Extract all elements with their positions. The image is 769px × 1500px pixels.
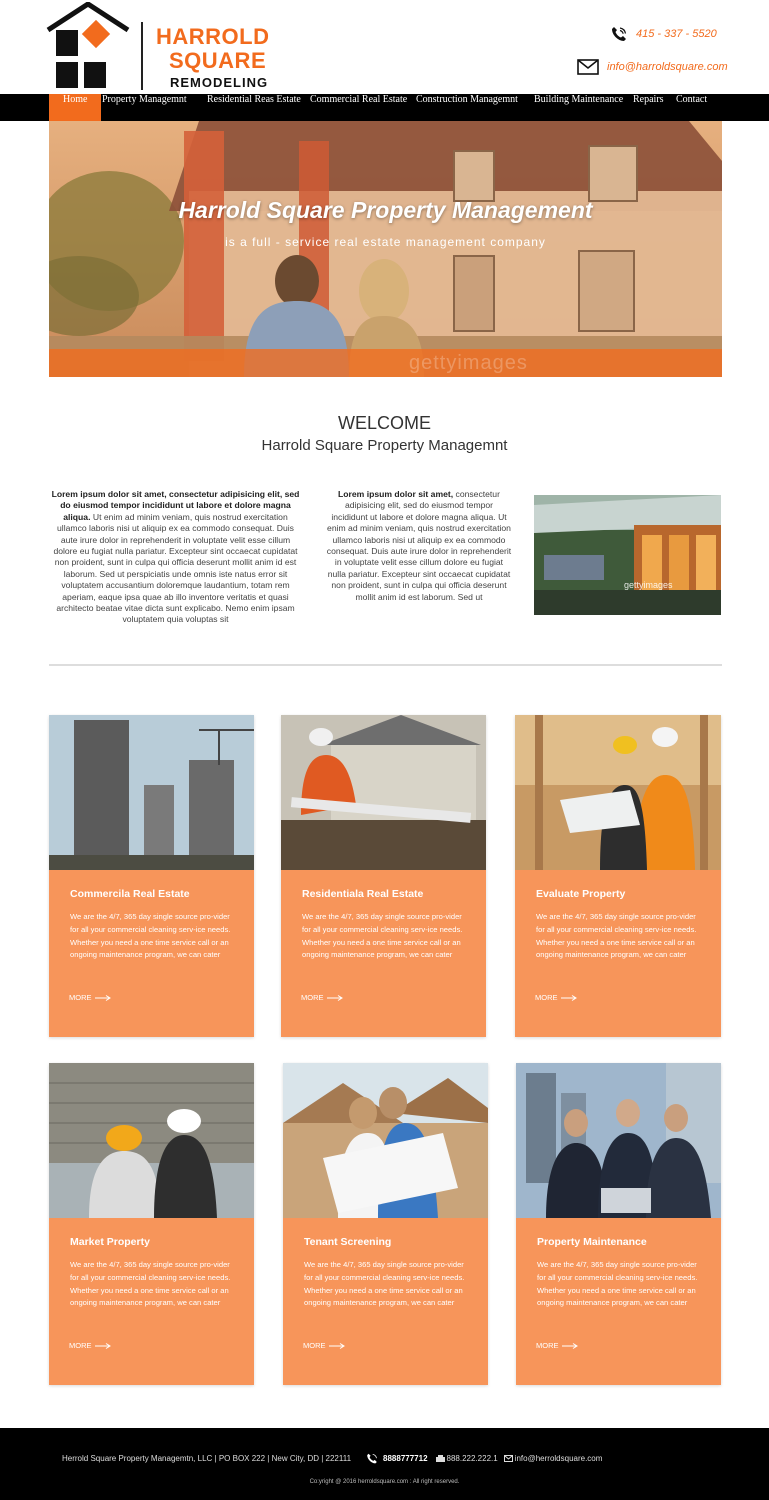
more-label: MORE xyxy=(303,1341,326,1350)
site-engineers-photo xyxy=(49,1063,254,1218)
nav-contact[interactable]: Contact xyxy=(676,94,708,105)
card-more-link[interactable] xyxy=(301,993,343,1002)
card-image xyxy=(283,1063,488,1218)
service-card-evaluate xyxy=(515,715,721,1037)
nav-building-maintenance[interactable]: Building Maintenance xyxy=(534,94,624,105)
welcome-image-watermark: gettyimages xyxy=(624,580,673,590)
card-description: We are the 4/7, 365 day single source pro-vider for all your commercial cleaning serv-ice needs. Whether you need a one time service call or an ongoing maintenance program, we can cater xyxy=(70,912,231,960)
card-title: Commercila Real Estate xyxy=(70,888,190,900)
hero-title: Harrold Square Property Management xyxy=(178,197,593,223)
blueprint-review-photo xyxy=(515,715,721,870)
more-label: MORE xyxy=(536,1341,559,1350)
card-image xyxy=(49,715,254,870)
construction-tower-photo xyxy=(49,715,254,870)
service-card-market xyxy=(49,1063,254,1385)
arrow-right-icon xyxy=(329,1343,345,1349)
card-description: We are the 4/7, 365 day single source pro-vider for all your commercial cleaning serv-ice needs. Whether you need a one time service call or an ongoing maintenance program, we can cater xyxy=(70,1260,231,1308)
site-footer xyxy=(0,1428,769,1500)
service-card-commercial xyxy=(49,715,254,1037)
site-header xyxy=(0,0,769,94)
card-description: We are the 4/7, 365 day single source pro-vider for all your commercial cleaning serv-ice needs. Whether you need a one time service call or an ongoing maintenance program, we can cater xyxy=(536,912,697,960)
hero-watermark: gettyimages xyxy=(409,352,528,374)
nav-home[interactable]: Home xyxy=(49,94,101,121)
footer-email[interactable]: info@herroldsquare.com xyxy=(514,1454,603,1463)
header-phone-text: 415 - 337 - 5520 xyxy=(636,28,717,40)
card-image xyxy=(516,1063,721,1218)
footer-copyright: Co:yright @ 2016 herroldsquare.com : All right reserved. xyxy=(309,1479,460,1485)
card-title: Evaluate Property xyxy=(536,888,626,900)
welcome-text-col2 xyxy=(326,489,512,603)
more-label: MORE xyxy=(535,993,558,1002)
card-title: Tenant Screening xyxy=(304,1236,392,1248)
more-label: MORE xyxy=(69,1341,92,1350)
phone-icon xyxy=(610,26,628,42)
brand-line1: HARROLD xyxy=(156,24,270,49)
card-title: Market Property xyxy=(70,1236,150,1248)
card-description: We are the 4/7, 365 day single source pro-vider for all your commercial cleaning serv-ice needs. Whether you need a one time service call or an ongoing maintenance program, we can cater xyxy=(304,1260,465,1308)
arrow-right-icon xyxy=(327,995,343,1001)
brand-line2: SQUARE xyxy=(169,48,267,73)
service-card-residential xyxy=(281,715,486,1037)
business-meeting-photo xyxy=(516,1063,721,1218)
col1-bold: Lorem ipsum dolor sit amet, consectetur adipisicing elit, sed do eiusmod tempor incididunt ut labore et dolore magna aliqua. xyxy=(51,489,300,522)
col2-text: consectetur adipisicing elit, sed do eiusmod tempor incididunt ut labore et dolore magna aliqua. Ut enim ad minim veniam, quis nostrud exercitation ullamco laboris nisi ut aliquip ex ea commodo consequat. Duis aute irure dolor in reprehenderit in voluptate velit esse cillum dolore eu fugiat nulla pariatur. Excepteur sint occaecat cupidatat non proident, sunt in culpa qui officia deserunt mollit anim id est laborum. Sed ut xyxy=(326,489,512,602)
arrow-right-icon xyxy=(95,1343,111,1349)
section-divider xyxy=(49,664,722,666)
nav-residential-real-estate[interactable]: Residential Reas Estate xyxy=(207,94,301,105)
modern-house-photo xyxy=(534,495,721,615)
card-description: We are the 4/7, 365 day single source pro-vider for all your commercial cleaning serv-ice needs. Whether you need a one time service call or an ongoing maintenance program, we can cater xyxy=(302,912,463,960)
welcome-house-image xyxy=(534,495,721,615)
col1-text: Ut enim ad minim veniam, quis nostrud exercitation ullamco laboris nisi ut aliquip ex ea commodo consequat. Duis aute irure dolor in reprehenderit in voluptate velit esse cillum dolore eu fugiat nulla pariatur. Excepteur sint occaecat cupidatat non proident, sunt in culpa qui officia deserunt mollit anim id est laborum. Sed ut perspiciatis unde omnis iste natus error sit voluptatem accusantium doloremque laudantium, totam rem aperiam, eaque ipsa quae ab illo inventore veritatis et quasi architecto beatae vitae dicta sunt explicabo. Nemo enim ipsam voluptatem quia voluptas sit xyxy=(53,511,298,625)
card-more-link[interactable] xyxy=(69,1341,111,1350)
mail-icon xyxy=(504,1455,513,1462)
more-label: MORE xyxy=(301,993,324,1002)
col2-bold: Lorem ipsum dolor sit amet, xyxy=(338,489,454,499)
header-email-text: info@harroldsquare.com xyxy=(607,61,728,73)
mail-icon xyxy=(577,59,599,75)
header-email[interactable] xyxy=(577,59,728,75)
main-nav xyxy=(0,94,769,121)
nav-repairs[interactable]: Repairs xyxy=(633,94,664,105)
footer-contact-line xyxy=(62,1453,602,1464)
footer-address: Herrold Square Property Managemtn, LLC | PO BOX 222 | New City, DD | 222111 xyxy=(62,1454,352,1463)
card-more-link[interactable] xyxy=(303,1341,345,1350)
logo-divider xyxy=(141,22,143,90)
footer-phone[interactable]: 8888777712 xyxy=(383,1454,428,1463)
hero-orange-band xyxy=(49,349,722,377)
house-logo-icon xyxy=(44,2,132,92)
fax-icon xyxy=(436,1455,445,1463)
footer-fax[interactable]: 888.222.222.1 xyxy=(446,1454,498,1463)
nav-property-management[interactable]: Property Managemnt xyxy=(102,94,187,105)
hero-banner xyxy=(49,121,722,377)
welcome-text-col1 xyxy=(49,489,302,626)
nav-construction-management[interactable]: Construction Managemnt xyxy=(416,94,518,105)
nav-commercial-real-estate[interactable]: Commercial Real Estate xyxy=(310,94,408,105)
arrow-right-icon xyxy=(95,995,111,1001)
welcome-subtitle: Harrold Square Property Managemnt xyxy=(261,437,508,454)
more-label: MORE xyxy=(69,993,92,1002)
header-phone[interactable] xyxy=(610,26,717,42)
arrow-right-icon xyxy=(561,995,577,1001)
hero-photo xyxy=(49,121,722,377)
brand-line3: REMODELING xyxy=(170,75,269,90)
welcome-title: WELCOME xyxy=(337,413,431,433)
couple-plans-photo xyxy=(283,1063,488,1218)
brand-logo[interactable] xyxy=(44,2,314,92)
card-title: Residentiala Real Estate xyxy=(302,888,424,900)
arrow-right-icon xyxy=(562,1343,578,1349)
card-image xyxy=(515,715,721,870)
service-card-maintenance xyxy=(516,1063,721,1385)
card-more-link[interactable] xyxy=(69,993,111,1002)
card-image xyxy=(281,715,486,870)
card-more-link[interactable] xyxy=(535,993,577,1002)
card-image xyxy=(49,1063,254,1218)
hero-subtitle: is a full - service real estate management company xyxy=(225,235,546,249)
card-more-link[interactable] xyxy=(536,1341,578,1350)
card-title: Property Maintenance xyxy=(537,1236,647,1248)
phone-icon xyxy=(365,1453,379,1464)
card-description: We are the 4/7, 365 day single source pro-vider for all your commercial cleaning serv-ice needs. Whether you need a one time service call or an ongoing maintenance program, we can cater xyxy=(537,1260,698,1308)
builder-photo xyxy=(281,715,486,870)
service-card-tenant xyxy=(283,1063,488,1385)
